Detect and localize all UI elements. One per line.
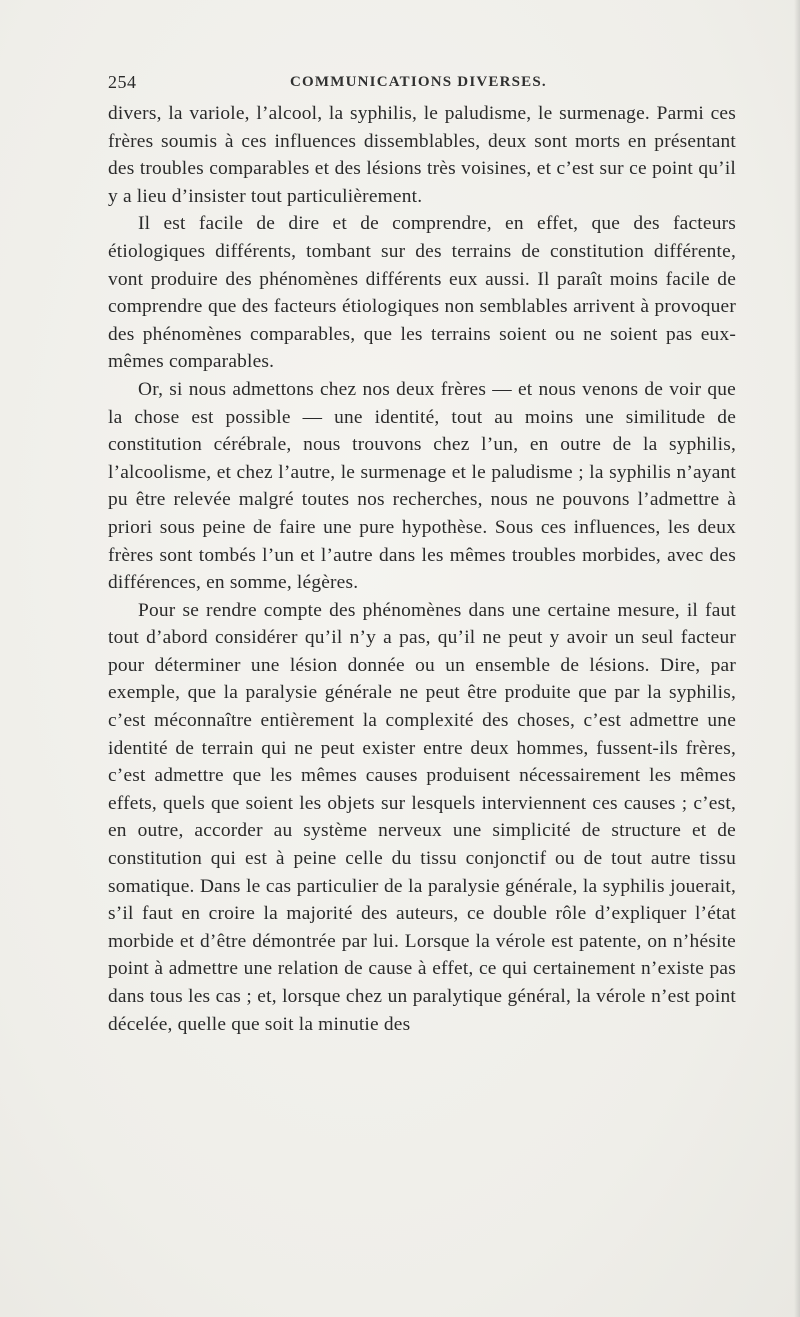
paragraph: Or, si nous admettons chez nos deux frères — et nous venons de voir que la chose est possible — une identité, tout au moins une similitude de constitution cérébrale, nous trouvons chez l’un, en outre de la syphilis, l’alcoolisme, et chez l’autre, le surmenage et le paludisme ; la syphilis n’ayant pu être relevée malgré toutes nos recherches, nous ne pouvons l’admettre à priori sous peine de faire une pure hypothèse. Sous ces influences, les deux frères sont tombés l’un et l’autre dans les mêmes troubles morbides, avec des différences, en somme, légères.	[108, 378, 736, 594]
paragraph: Il est facile de dire et de comprendre, en effet, que des facteurs étiologiques différents, tombant sur des terrains de constitution différente, vont produire des phénomènes différents eux aussi. Il paraît moins facile de comprendre que des facteurs étiologiques non semblables arrivent à provoquer des phénomènes comparables, que les terrains soient ou ne soient pas eux-mêmes comparables.	[108, 213, 736, 373]
page-number: 254	[108, 72, 137, 92]
paragraph: Pour se rendre compte des phénomènes dans une certaine mesure, il faut tout d’abord considérer qu’il n’y a pas, qu’il ne peut y avoir un seul facteur pour déterminer une lésion donnée ou un ensemble de lésions. Dire, par exemple, que la paralysie générale ne peut être produite que par la syphilis, c’est méconnaître entièrement la complexité des choses, c’est admettre une identité de terrain qui ne peut exister entre deux hommes, fussent-ils frères, c’est admettre que les mêmes causes produisent nécessairement les mêmes effets, quels que soient les objets sur lesquels interviennent ces causes ; c’est, en outre, accorder au système nerveux une simplicité de structure et de constitution qui est à peine celle du tissu conjonctif ou de tout autre tissu somatique. Dans le cas particulier de la paralysie générale, la syphilis jouerait, s’il faut en croire la majorité des auteurs, ce double rôle d’expliquer l’état morbide et d’être démontrée par lui. Lorsque la vérole est patente, on n’hésite point à admettre une relation de cause à effet, ce qui certainement n’existe pas dans tous les cas ; et, lorsque chez un paralytique général, la vérole n’est point décelée, quelle que soit la minutie des	[108, 599, 736, 1035]
page-edge-shadow	[794, 0, 800, 1317]
paragraph: divers, la variole, l’alcool, la syphilis, le paludisme, le surmenage. Parmi ces frères soumis à ces influences dissemblables, deux sont morts en présentant des troubles comparables et des lésions très voisines, et c’est sur ce point qu’il y a lieu d’insister tout particulièrement.	[108, 103, 736, 207]
page-header	[108, 72, 736, 100]
running-head: COMMUNICATIONS DIVERSES.	[290, 74, 547, 90]
body-text	[108, 100, 736, 1038]
